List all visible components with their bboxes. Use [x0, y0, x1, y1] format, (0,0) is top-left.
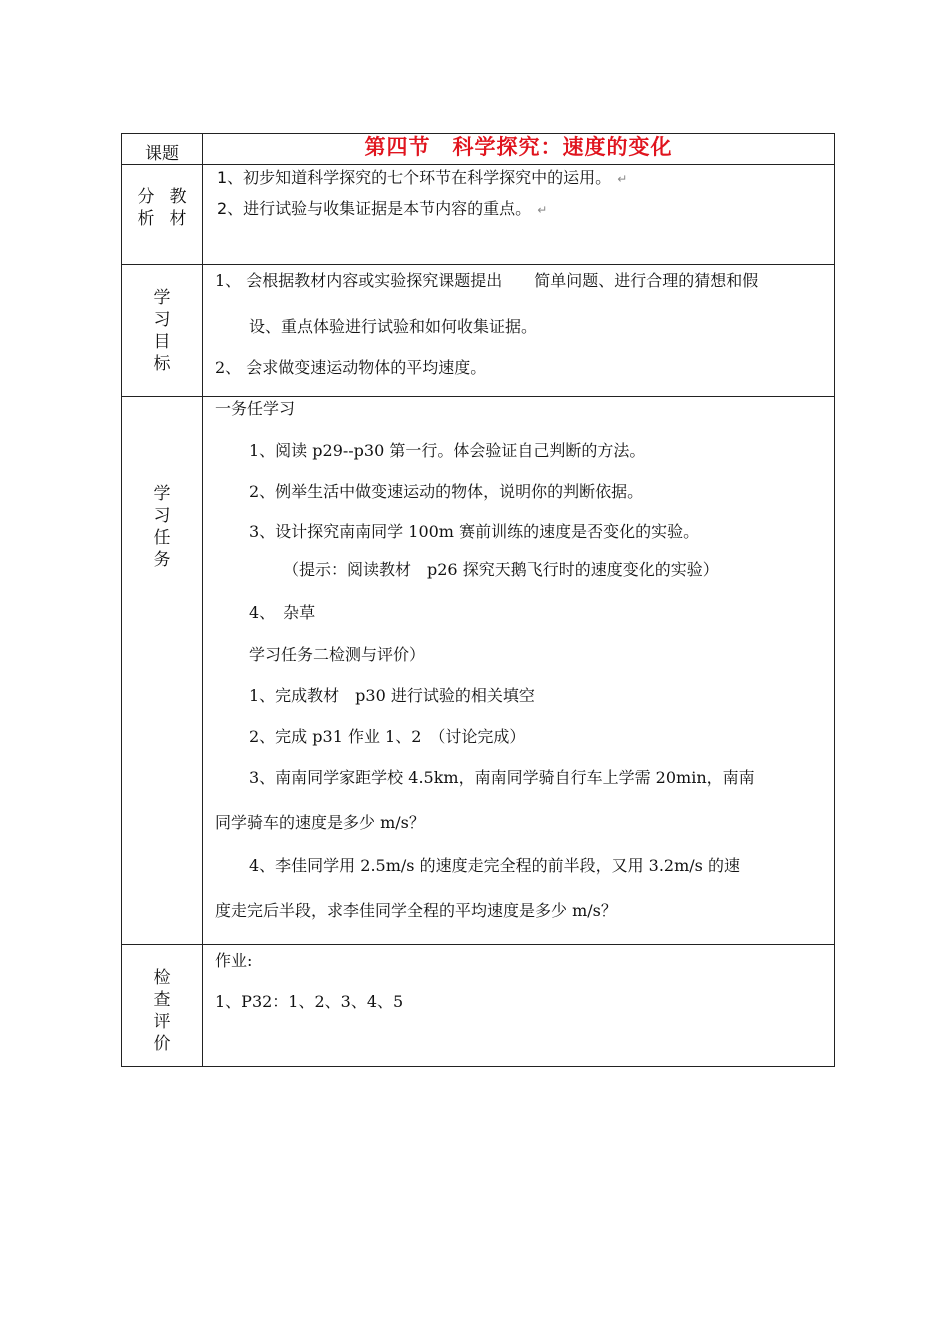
return-mark-icon: ↵ [537, 203, 548, 217]
analysis-item-2 [203, 196, 834, 223]
goal-2: 2、 会求做变速运动物体的平均速度。 [215, 358, 487, 377]
review-label-cell [122, 945, 203, 1067]
goals-row [122, 265, 835, 397]
tasks-label: 学习任务 [153, 484, 171, 570]
task-part2-heading: 学习任务二检测与评价） [249, 645, 426, 664]
goals-content-cell [203, 265, 835, 397]
tasks-label-cell [122, 397, 203, 945]
task-part1-heading: 一务任学习 [215, 399, 296, 418]
check-item-1: 1、完成教材 p30 进行试验的相关填空 [249, 686, 535, 705]
review-content-cell [203, 945, 835, 1067]
analysis-row [122, 165, 835, 265]
analysis-label-col1: 分析 [137, 186, 155, 229]
analysis-item-1-text: 1、初步知道科学探究的七个环节在科学探究中的运用。 [217, 168, 612, 187]
task-item-1: 1、阅读 p29--p30 第一行。体会验证自己判断的方法。 [249, 441, 646, 460]
lesson-plan-table [121, 133, 835, 1067]
homework-content: 1、P32：1、2、3、4、5 [215, 992, 404, 1011]
task-hint: （提示：阅读教材 p26 探究天鹅飞行时的速度变化的实验） [283, 560, 719, 579]
task-item-4: 4、 杂草 [249, 603, 316, 622]
topic-label-cell [122, 134, 203, 165]
topic-label: 课题 [145, 144, 179, 164]
lesson-plan-sheet [121, 133, 835, 1067]
tasks-content-cell [203, 397, 835, 945]
lesson-title: 第四节 科学探究：速度的变化 [364, 135, 673, 159]
analysis-item-1 [203, 165, 834, 192]
check-item-3-line-2: 同学骑车的速度是多少 m/s？ [215, 813, 425, 832]
task-item-2: 2、例举生活中做变速运动的物体，说明你的判断依据。 [249, 482, 644, 501]
check-item-4-line-2: 度走完后半段，求李佳同学全程的平均速度是多少 m/s？ [215, 901, 617, 920]
task-item-3: 3、设计探究南南同学 100m 赛前训练的速度是否变化的实验。 [249, 522, 700, 541]
homework-heading: 作业: [215, 951, 253, 970]
analysis-label-cell [122, 165, 203, 265]
check-item-2: 2、完成 p31 作业 1、2 （讨论完成） [249, 727, 526, 746]
return-mark-icon: ↵ [617, 172, 628, 186]
review-row [122, 945, 835, 1067]
analysis-item-2-text: 2、进行试验与收集证据是本节内容的重点。 [217, 199, 532, 218]
analysis-content-cell [203, 165, 835, 265]
goal-1-line-1: 1、 会根据教材内容或实验探究课题提出 简单问题、进行合理的猜想和假 [215, 271, 759, 290]
topic-title-cell [203, 134, 835, 165]
title-row [122, 134, 835, 165]
goals-label: 学习目标 [153, 287, 171, 374]
analysis-label-col2: 教材 [169, 186, 187, 229]
check-item-4-line-1: 4、李佳同学用 2.5m/s 的速度走完全程的前半段，又用 3.2m/s 的速 [249, 856, 740, 875]
tasks-row [122, 397, 835, 945]
review-label: 检查评价 [153, 968, 171, 1054]
check-item-3-line-1: 3、南南同学家距学校 4.5km，南南同学骑自行车上学需 20min，南南 [249, 768, 755, 787]
analysis-label [122, 186, 202, 230]
goal-1-line-2: 设、重点体验进行试验和如何收集证据。 [249, 317, 538, 336]
goals-label-cell [122, 265, 203, 397]
